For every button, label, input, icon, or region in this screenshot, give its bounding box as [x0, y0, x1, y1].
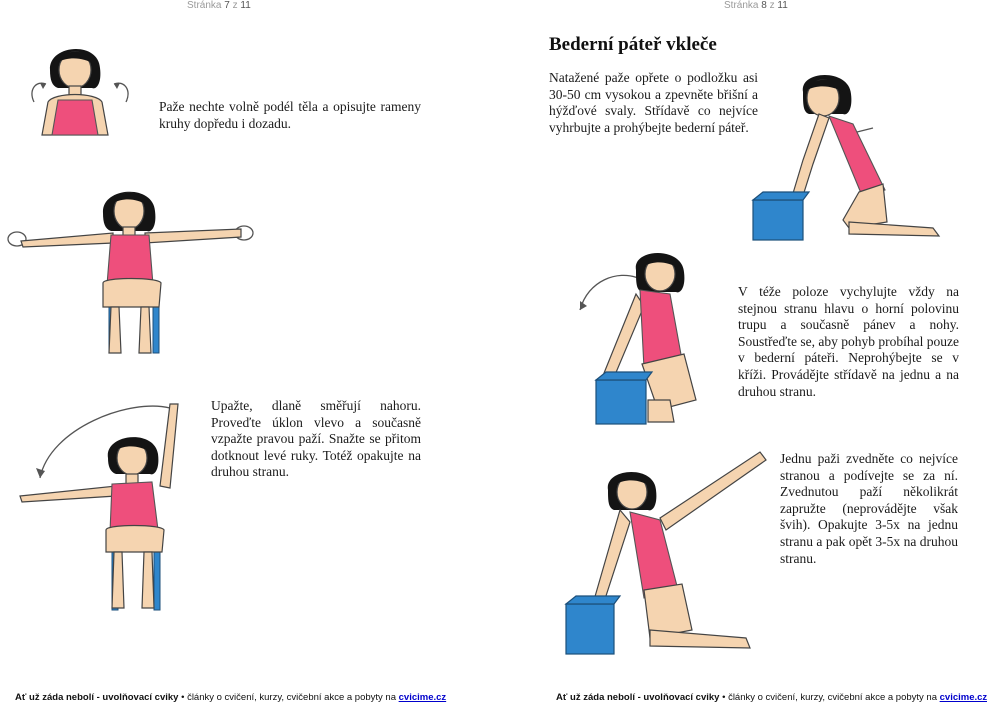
text-arm-raise: Jednu paži zvedněte co nejvíce stranou a podívejte se za ní. Zvednutou paží několikrát zapružte (neprovádějte však švih). Opakujte 3-5x na jednu stranu a pak opět 3-5x na druhou stranu. — [780, 451, 958, 566]
woman-shoulder-circles-illustration — [28, 40, 138, 140]
footer-text: články o cvičení, kurzy, cvičební akce a pobyty na — [728, 692, 940, 703]
page-number-right: Stránka 8 z 11 — [724, 0, 788, 11]
footer-title: Ať už záda nebolí - uvolňovací cviky — [556, 692, 720, 703]
footer-bullet: • — [719, 692, 729, 703]
footer-link[interactable]: cvicime.cz — [398, 692, 447, 703]
woman-kneeling-arm-raise-illustration — [560, 440, 775, 660]
woman-kneeling-box-illustration — [753, 72, 953, 242]
text-side-bend: Upažte, dlaně směřují nahoru. Proveďte úklon vlevo a současně vzpažte pravou paží. Snažte se přitom dotknout levé ruky. Totéž opakujte na druhou stranu. — [211, 398, 421, 480]
footer-right — [556, 692, 987, 703]
woman-side-bend-illustration — [20, 398, 215, 618]
text-shoulder-circles: Paže nechte volně podél těla a opisujte rameny kruhy dopředu i dozadu. — [159, 99, 421, 131]
section-title: Bederní páteř vkleče — [549, 34, 717, 55]
page-number-left: Stránka 7 z 11 — [187, 0, 251, 11]
footer-left — [15, 692, 446, 703]
woman-kneeling-turn-illustration — [578, 250, 728, 430]
footer-bullet: • — [178, 692, 188, 703]
text-lumbar-spine: Natažené paže opřete o podložku asi 30-50 cm vysokou a zpevněte břišní a hýžďové svaly. Střídavě co nejvíce vyhrbujte a prohýbejte bederní páteř. — [549, 70, 758, 135]
footer-title: Ať už záda nebolí - uvolňovací cviky — [15, 692, 179, 703]
footer-text: články o cvičení, kurzy, cvičební akce a pobyty na — [187, 692, 399, 703]
footer-link[interactable]: cvicime.cz — [939, 692, 987, 703]
woman-arm-circles-illustration — [3, 183, 258, 358]
text-head-pelvis: V téže poloze vychylujte vždy na stejnou stranu hlavu o horní polovinu trupu a současně pánev a nohy. Soustřeďte se, aby pohyb probíhal pouze v bederní páteři. Neprohýbejte se v kříži. Provádějte střídavě na jednu a na druhou stranu. — [738, 284, 959, 399]
